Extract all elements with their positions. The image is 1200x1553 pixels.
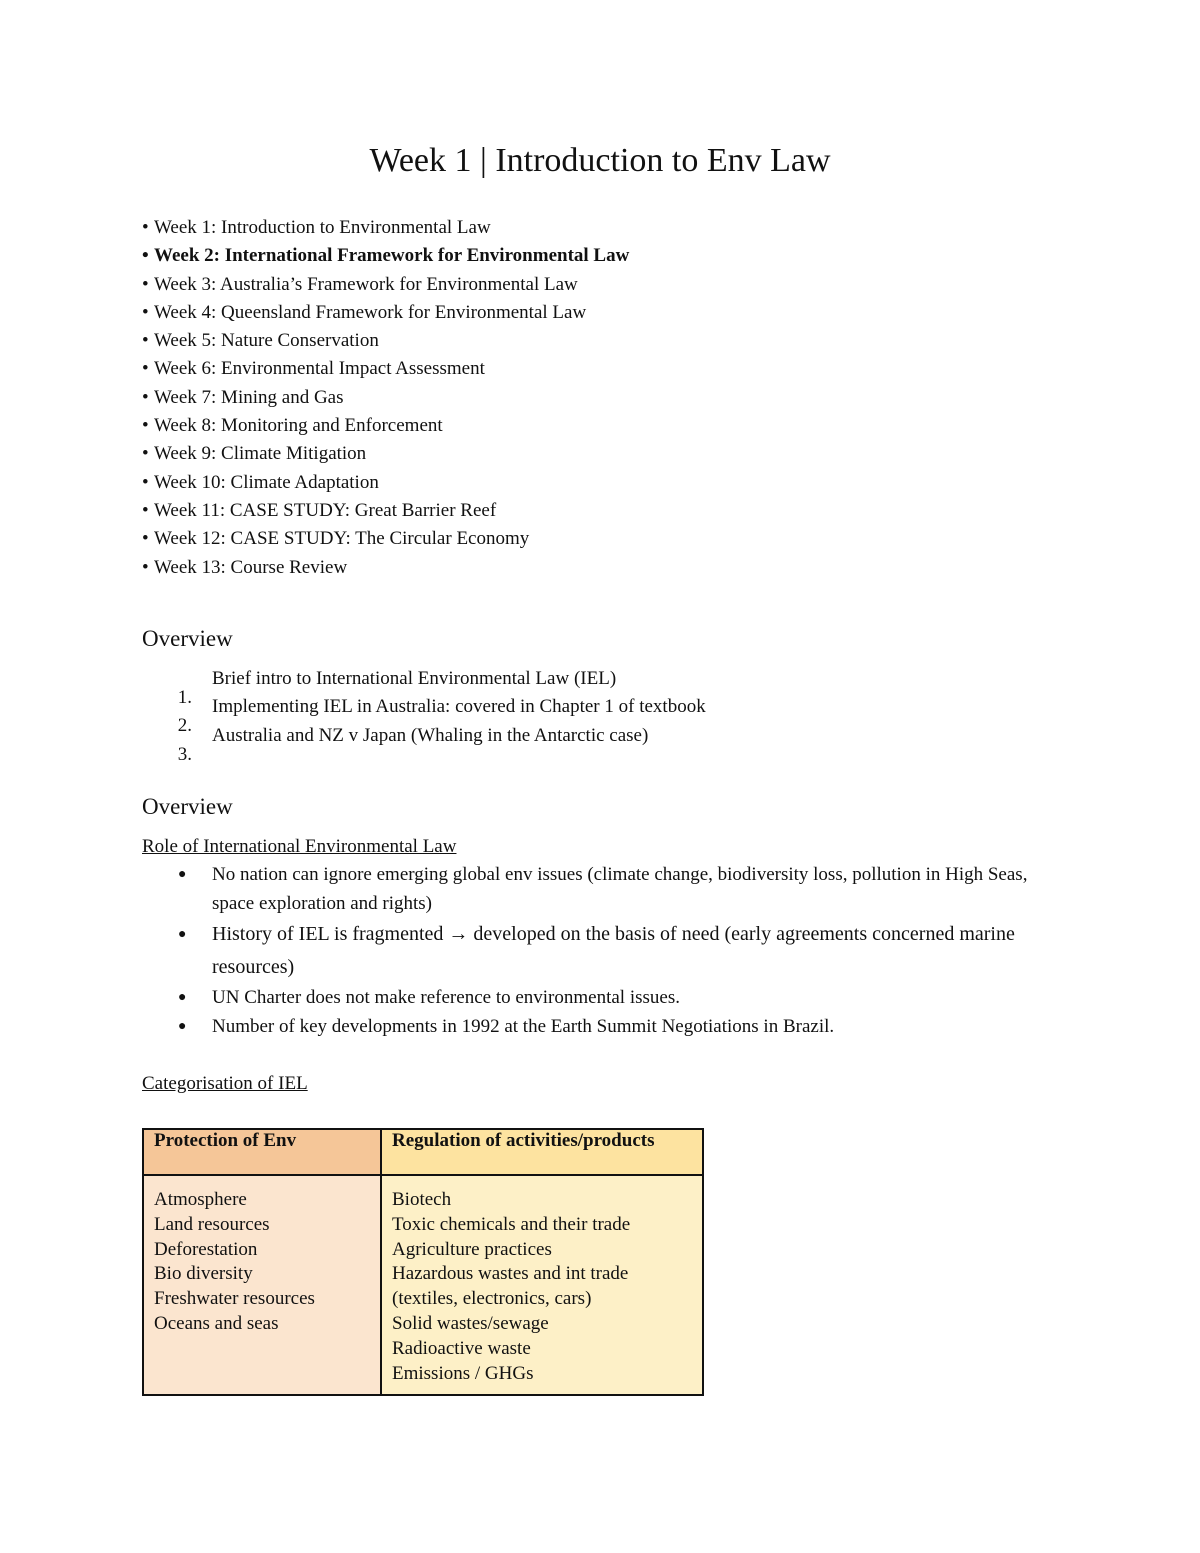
overview-heading: Overview (142, 626, 233, 651)
week-item (142, 214, 629, 242)
table-header-regulation: Regulation of activities/products (381, 1129, 703, 1175)
numbered-item-text: Brief intro to International Environmental Law (IEL) (212, 668, 617, 689)
bullet-icon: • (142, 528, 149, 550)
bullet-icon: • (142, 415, 149, 437)
role-bullet-item (142, 918, 1062, 984)
protection-item: Land resources (154, 1213, 270, 1235)
regulation-item: Radioactive waste (392, 1337, 531, 1359)
regulation-item: Hazardous wastes and int trade (392, 1263, 629, 1285)
bullet-icon: • (142, 358, 149, 380)
protection-item: Atmosphere (154, 1189, 247, 1210)
week-item (142, 469, 629, 497)
regulation-item: Agriculture practices (392, 1238, 552, 1260)
bullet-icon: • (142, 245, 149, 267)
week-item-text: Week 8: Monitoring and Enforcement (154, 415, 443, 437)
regulation-cell (381, 1175, 703, 1395)
week-item (142, 327, 629, 355)
role-heading: Role of International Environmental Law (142, 836, 457, 857)
regulation-item: (textiles, electronics, cars) (392, 1288, 592, 1310)
item-number: 1. (177, 687, 192, 708)
week-item (142, 440, 629, 468)
bullet-icon: • (142, 330, 149, 352)
role-bullet-text: No nation can ignore emerging global env issues (climate change, biodiversity loss, pollution in High Seas, space exploration and rights) (212, 864, 1028, 914)
overview-numbered-list (142, 665, 706, 765)
protection-item: Deforestation (154, 1238, 258, 1260)
week-item-text: Week 13: Course Review (154, 556, 348, 578)
week-item (142, 271, 629, 299)
numbered-item (142, 722, 706, 765)
week-item (142, 525, 629, 553)
protection-cell (143, 1175, 381, 1395)
week-item-text: Week 6: Environmental Impact Assessment (154, 358, 485, 380)
numbered-item-text: Australia and NZ v Japan (Whaling in the Antarctic case) (212, 724, 649, 746)
week-item-text: Week 4: Queensland Framework for Environmental Law (154, 301, 587, 323)
week-item (142, 384, 629, 412)
week-item (142, 497, 629, 525)
bullet-icon: • (142, 499, 149, 521)
bullet-icon: ● (178, 990, 187, 1005)
regulation-item: Toxic chemicals and their trade (392, 1213, 631, 1235)
regulation-item: Emissions / GHGs (392, 1362, 534, 1384)
bullet-icon: ● (178, 1018, 187, 1034)
bullet-icon: • (142, 301, 149, 323)
bullet-icon: ● (178, 927, 187, 942)
categorisation-heading: Categorisation of IEL (142, 1073, 308, 1094)
bullet-icon: • (142, 471, 149, 493)
page-title: Week 1 | Introduction to Env Law (369, 142, 831, 179)
role-bullet-text: Number of key developments in 1992 at the Earth Summit Negotiations in Brazil. (212, 1015, 835, 1037)
bullet-icon: • (142, 273, 149, 295)
role-bullet-item (142, 1013, 1062, 1042)
week-item-text: Week 11: CASE STUDY: Great Barrier Reef (154, 499, 497, 521)
bullet-icon: • (142, 443, 149, 465)
week-item-text: Week 12: CASE STUDY: The Circular Economy (154, 528, 530, 550)
bullet-icon: ● (178, 867, 187, 882)
regulation-item: Solid wastes/sewage (392, 1312, 549, 1334)
week-item (142, 554, 629, 582)
week-item-text: Week 10: Climate Adaptation (154, 471, 379, 493)
bullet-icon: • (142, 386, 149, 408)
week-item-text: Week 2: International Framework for Environmental Law (154, 245, 630, 267)
week-item-text: Week 9: Climate Mitigation (154, 443, 367, 465)
week-item-text: Week 7: Mining and Gas (154, 386, 344, 408)
role-bullet-text: History of IEL is fragmented → developed on the basis of need (early agreements concerned marine resources) (212, 923, 1015, 978)
bullet-icon: • (142, 217, 149, 238)
role-bullet-text: UN Charter does not make reference to environmental issues. (212, 987, 680, 1008)
bullet-icon: • (142, 556, 149, 578)
item-number: 3. (177, 743, 192, 765)
week-item-text: Week 3: Australia’s Framework for Environmental Law (154, 273, 578, 295)
table-header-protection: Protection of Env (143, 1129, 381, 1175)
week-item (142, 299, 629, 327)
role-bullet-list (142, 861, 1062, 1041)
week-list (142, 214, 629, 582)
week-item (142, 412, 629, 440)
overview-heading-2: Overview (142, 794, 233, 819)
week-item-text: Week 5: Nature Conservation (154, 330, 379, 352)
numbered-item-text: Implementing IEL in Australia: covered in Chapter 1 of textbook (212, 696, 706, 718)
iel-categorisation-table (142, 1128, 704, 1396)
protection-item: Freshwater resources (154, 1288, 315, 1310)
protection-item: Bio diversity (154, 1263, 253, 1285)
regulation-item: Biotech (392, 1189, 452, 1210)
role-bullet-item (142, 861, 1062, 918)
item-number: 2. (177, 715, 192, 737)
protection-item: Oceans and seas (154, 1312, 279, 1334)
week-item (142, 355, 629, 383)
week-item-current (142, 242, 629, 270)
week-item-text: Week 1: Introduction to Environmental Law (154, 217, 491, 238)
role-bullet-item (142, 984, 1062, 1013)
